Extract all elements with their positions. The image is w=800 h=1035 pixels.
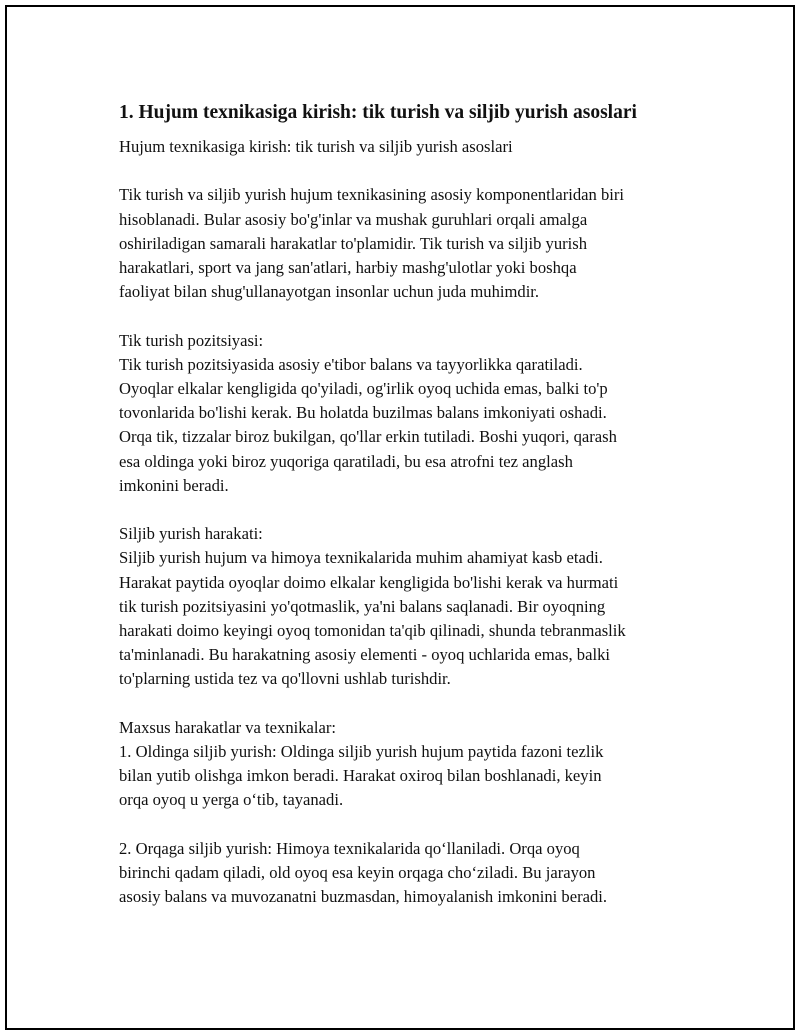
forward-step-paragraph: Maxsus harakatlar va texnikalar: 1. Oldinga siljib yurish: Oldinga siljib yurish hujum paytida fazoni tezlik bilan yutib olishga imkon beradi. Harakat oxiroq bilan boshlanadi, keyin orqa oyoq u yerga o‘tib, tayanadi.: [119, 717, 604, 810]
subtitle-paragraph: Hujum texnikasiga kirish: tik turish va siljib yurish asoslari: [119, 137, 513, 156]
intro-paragraph: Tik turish va siljib yurish hujum texnikasining asosiy komponentlaridan biri hisoblanadi. Bular asosiy bo'g'inlar va mushak guruhlari orqali amalga oshiriladigan samarali harakatlar to'plamidir. Tik turish va siljib yurish harakatlari, sport va jang san'atlari, harbiy mashg'ulotlar yoki boshqa faoliyat bilan shug'ullanayotgan insonlar uchun juda muhimdir.: [119, 185, 625, 302]
page-frame: [5, 5, 795, 1030]
movement-paragraph: Siljib yurish harakati: Siljib yurish hujum va himoya texnikalarida muhim ahamiyat kasb etadi. Harakat paytida oyoqlar doimo elkalar kengligida bo'lishi kerak va hurmati tik turish pozitsiyasini yo'qotmaslik, ya'ni balans saqlanadi. Bir oyoqning harakati doimo keyingi oyoq tomonidan ta'qib qilinadi, shunda tebranmaslik ta'minlanadi. Bu harakatning asosiy elementi - oyoq uchlarida emas, balki to'plarning ustida tez va qo'llovni ushlab turishdir.: [119, 524, 626, 689]
document-body: [119, 101, 709, 934]
page-title: 1. Hujum texnikasiga kirish: tik turish va siljib yurish asoslari: [119, 102, 637, 123]
stance-paragraph: Tik turish pozitsiyasi: Tik turish pozitsiyasida asosiy e'tibor balans va tayyorlikka qaratiladi. Oyoqlar elkalar kengligida qo'yiladi, og'irlik oyoq uchida emas, balki to'p tovonlarida bo'lishi kerak. Bu holatda buzilmas balans imkoniyati oshadi. Orqa tik, tizzalar biroz bukilgan, qo'llar erkin tutiladi. Boshi yuqori, qarash esa oldinga yoki biroz yuqoriga qaratiladi, bu esa atrofni tez anglash imkonini beradi.: [119, 330, 617, 495]
backward-step-paragraph: 2. Orqaga siljib yurish: Himoya texnikalarida qo‘llaniladi. Orqa oyoq birinchi qadam qiladi, old oyoq esa keyin orqaga cho‘ziladi. Bu jarayon asosiy balans va muvozanatni buzmasdan, himoyalanish imkonini beradi.: [119, 838, 608, 907]
